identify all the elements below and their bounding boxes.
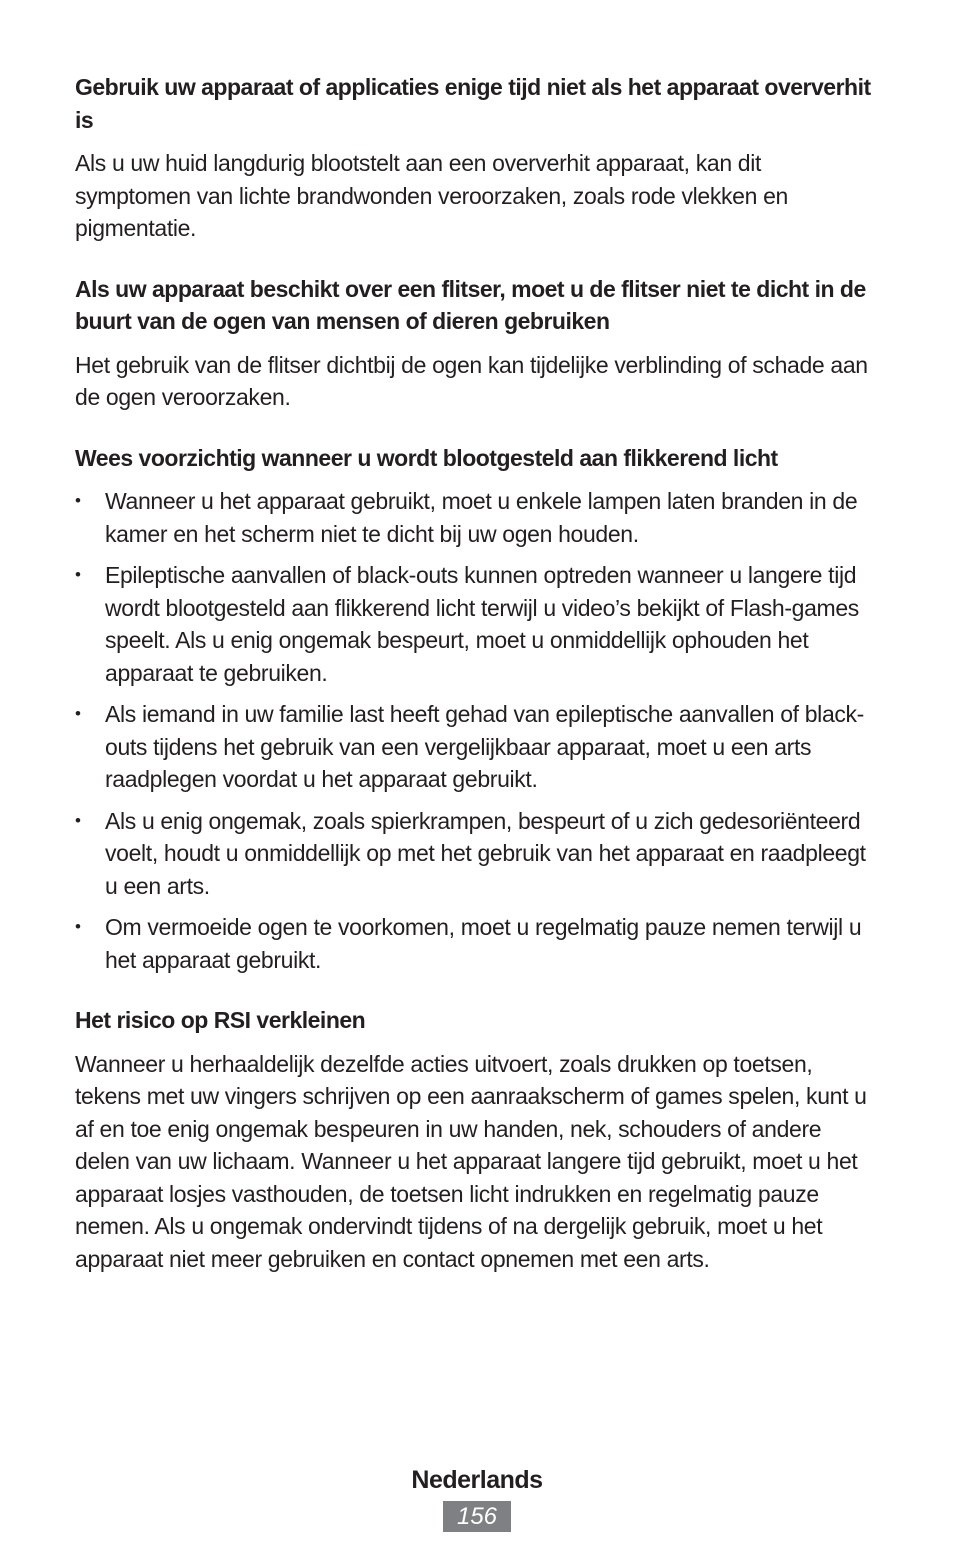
list-item — [75, 911, 875, 976]
page-number: 156 — [443, 1501, 511, 1532]
list-item-text: Epileptische aanvallen of black-outs kunnen optreden wanneer u langere tijd wordt blootgesteld aan flikkerend licht terwijl u video’s bekijkt of Flash-games speelt. Als u enig ongemak bespeurt, moet u onmiddellijk ophouden het apparaat te gebruiken. — [105, 562, 859, 686]
list-item-text: Als iemand in uw familie last heeft gehad van epileptische aanvallen of black-outs tijdens het gebruik van een vergelijkbaar apparaat, moet u een arts raadplegen voordat u het apparaat gebruikt. — [105, 701, 864, 792]
list-item — [75, 559, 875, 689]
list-item-text: Als u enig ongemak, zoals spierkrampen, bespeurt of u zich gedesoriënteerd voelt, houdt u onmiddellijk op met het gebruik van het apparaat en raadpleegt u een arts. — [105, 807, 866, 899]
page-footer — [0, 1463, 954, 1532]
list-item-text: Wanneer u het apparaat gebruikt, moet u enkele lampen laten branden in de kamer en het scherm niet te dicht bij uw ogen houden. — [105, 488, 858, 547]
bullet-marker: • — [75, 491, 81, 510]
manual-page-content — [75, 71, 875, 1275]
list-item-text: Om vermoeide ogen te voorkomen, moet u regelmatig pauze nemen terwijl u het apparaat gebruikt. — [105, 914, 862, 973]
section-title: Als uw apparaat beschikt over een flitser, moet u de flitser niet te dicht in de buurt van de ogen van mensen of dieren gebruiken — [75, 275, 866, 334]
section-body: Het gebruik van de flitser dichtbij de ogen kan tijdelijke verblinding of schade aan de ogen veroorzaken. — [75, 351, 868, 410]
section-body: Wanneer u herhaaldelijk dezelfde acties uitvoert, zoals drukken op toetsen, tekens met uw vingers schrijven op een aanraakscherm of games spelen, kunt u af en toe enig ongemak bespeuren in uw handen, nek, schouders of andere delen van uw lichaam. Wanneer u het apparaat langere tijd gebruikt, moet u het apparaat losjes vasthouden, de toetsen licht indrukken en regelmatig pauze nemen. Als u ongemak ondervindt tijdens of na dergelijk gebruik, moet u het apparaat niet meer gebruiken en contact opnemen met een arts. — [75, 1050, 867, 1272]
bullet-list — [75, 485, 875, 976]
bullet-marker: • — [75, 810, 81, 830]
section-body: Als u uw huid langdurig blootstelt aan een oververhit apparaat, kan dit symptomen van lichte brandwonden veroorzaken, zoals rode vlekken en pigmentatie. — [75, 150, 788, 241]
section-title: Het risico op RSI verkleinen — [75, 1007, 366, 1033]
list-item — [75, 698, 875, 796]
bullet-marker: • — [75, 917, 81, 936]
footer-language: Nederlands — [411, 1466, 543, 1494]
list-item — [75, 485, 875, 550]
bullet-marker: • — [75, 565, 81, 584]
bullet-marker: • — [75, 704, 81, 723]
section-title: Wees voorzichtig wanneer u wordt blootgesteld aan flikkerend licht — [75, 444, 778, 471]
section-title: Gebruik uw apparaat of applicaties enige tijd niet als het apparaat oververhit is — [75, 74, 871, 133]
list-item — [75, 805, 875, 903]
